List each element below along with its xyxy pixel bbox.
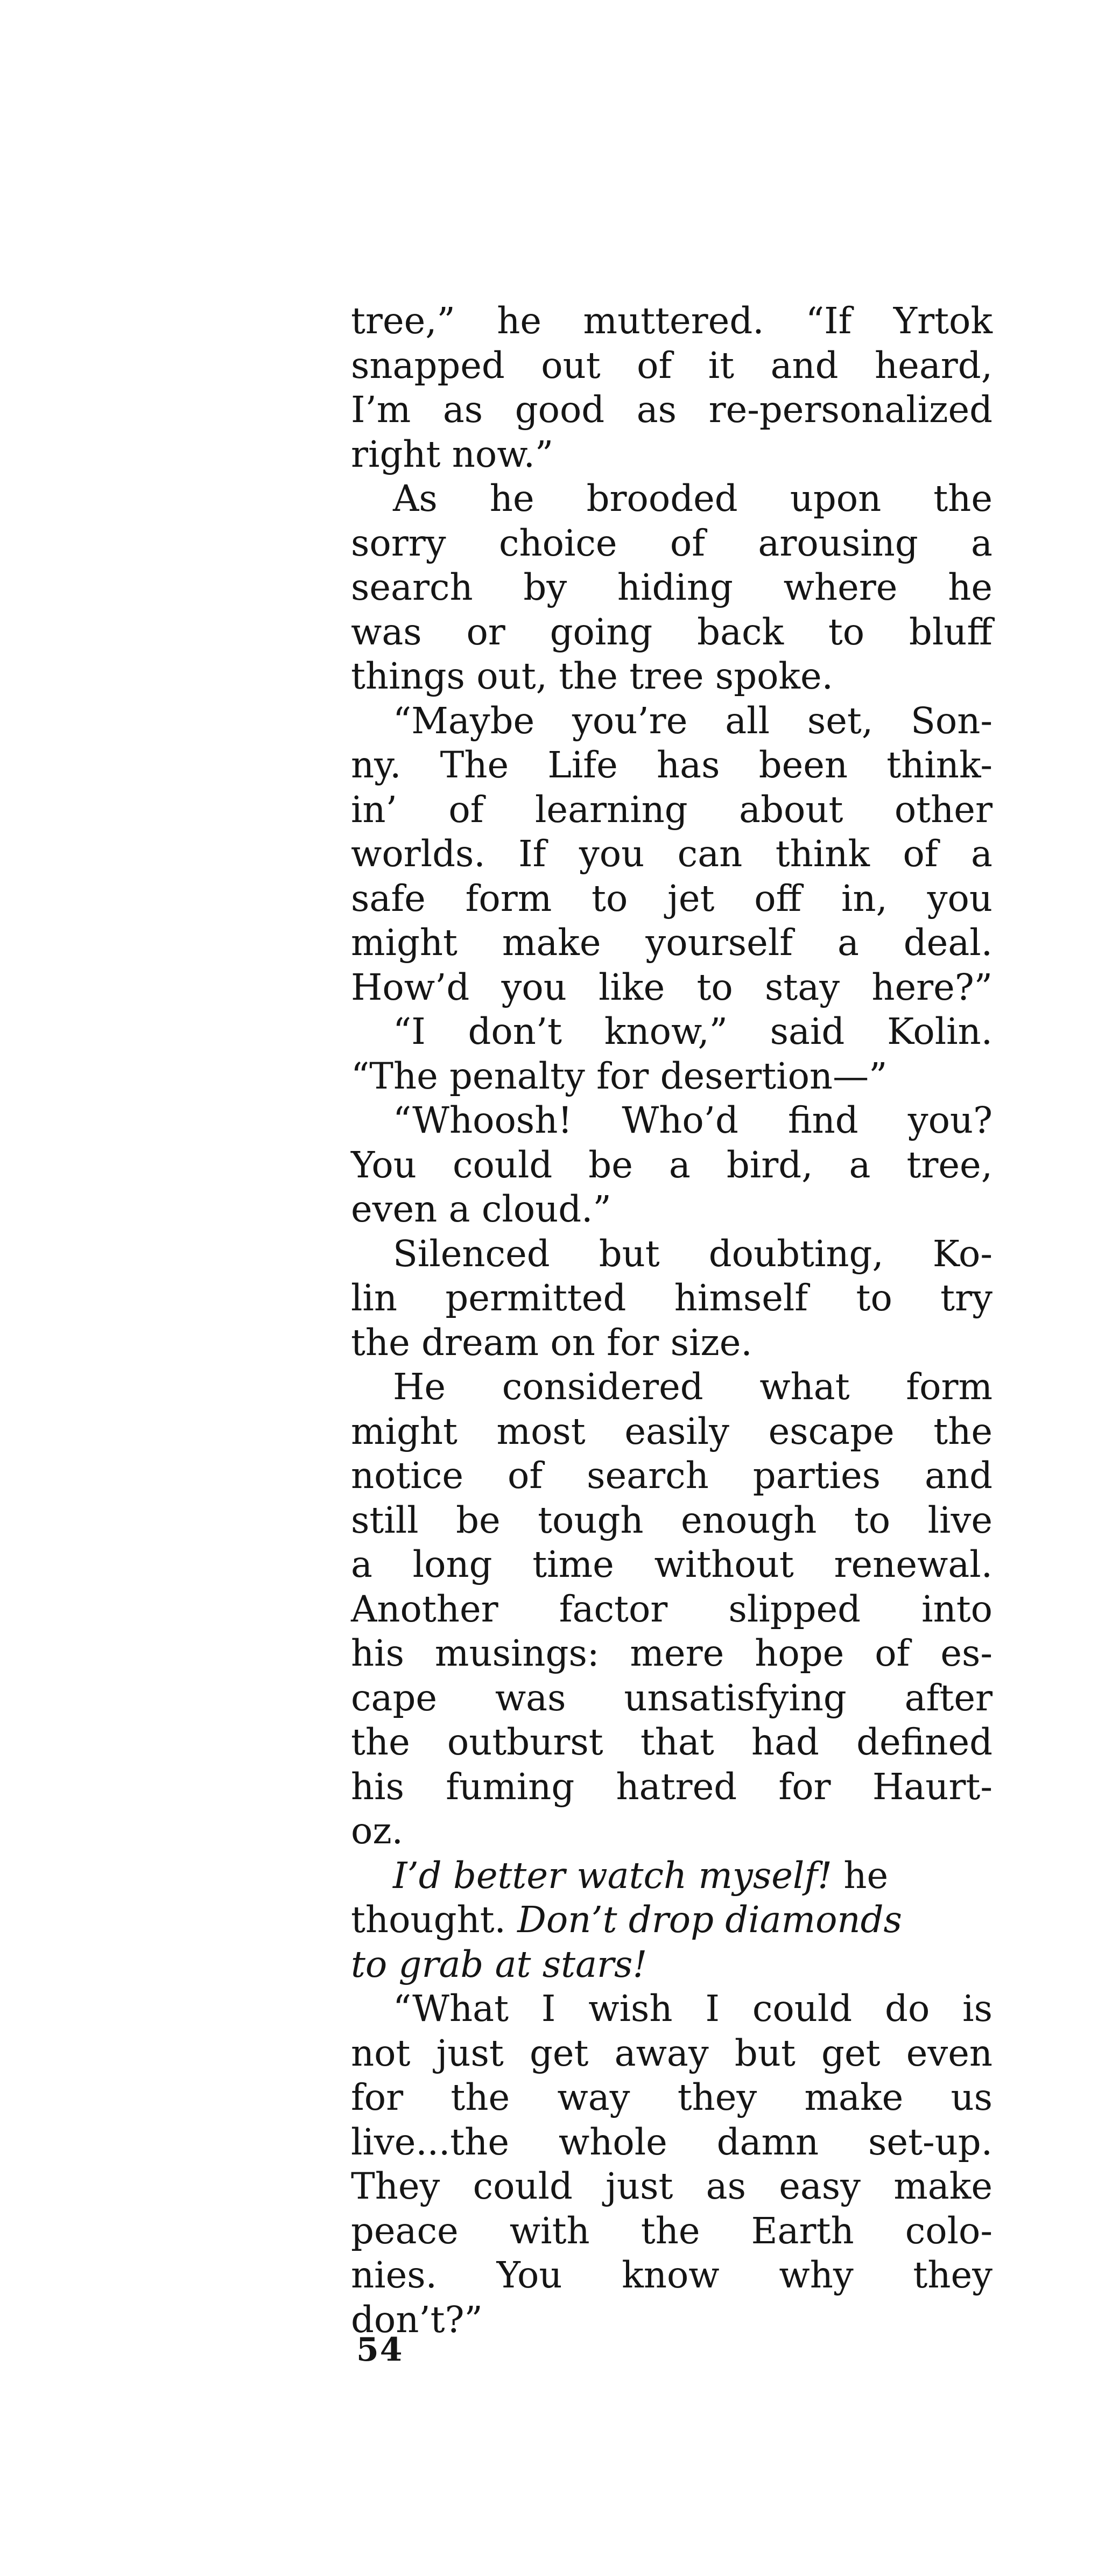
text-line-content: lin permitted himself to try <box>351 1277 993 1319</box>
text-line <box>351 699 993 743</box>
text-line <box>351 1631 993 1676</box>
text-line <box>351 1321 993 1365</box>
text-line-content: Another factor slipped into <box>351 1588 993 1630</box>
text-line <box>351 2120 993 2165</box>
text-line-content: not just get away but get even <box>351 2032 993 2074</box>
text-line-content: sorry choice of arousing a <box>351 522 993 564</box>
text-line-content: “I don’t know,” said Kolin. <box>393 1010 993 1052</box>
text-line <box>351 1987 993 2031</box>
text-line <box>351 788 993 832</box>
text-line <box>351 1454 993 1498</box>
page-number: 54 <box>356 2331 404 2369</box>
text-line <box>351 743 993 788</box>
text-line-content: ny. The Life has been think- <box>351 744 993 786</box>
text-line-content: How’d you like to stay here?” <box>351 966 993 1008</box>
text-line <box>351 921 993 965</box>
text-line <box>351 2209 993 2254</box>
text-line-content: don’t?” <box>351 2298 483 2341</box>
text-line-content: still be tough enough to live <box>351 1499 993 1541</box>
text-line-content: might make yourself a deal. <box>351 922 993 964</box>
text-line <box>351 876 993 921</box>
text-line-content: “What I wish I could do is <box>393 1988 993 2030</box>
text-line <box>351 2075 993 2120</box>
text-line-content: for the way they make us <box>351 2076 993 2118</box>
text-line-content: peace with the Earth colo- <box>351 2209 993 2252</box>
text-line-content: might most easily escape the <box>351 1410 993 1452</box>
text-line-content: in’ of learning about other <box>351 788 993 831</box>
text-line <box>351 565 993 610</box>
text-line <box>351 2164 993 2209</box>
text-line <box>351 1143 993 1188</box>
text-line-tail: Don’t drop diamonds <box>505 1899 902 1941</box>
text-line-content: You could be a bird, a tree, <box>351 1143 993 1186</box>
text-line-content: tree,” he muttered. “If Yrtok <box>351 300 993 342</box>
text-line <box>351 2031 993 2076</box>
text-line-content: snapped out of it and heard, <box>351 344 993 387</box>
text-line <box>351 965 993 1010</box>
text-line-content: As he brooded upon the <box>393 478 993 520</box>
text-line <box>351 1187 993 1232</box>
text-line-content: oz. <box>351 1810 403 1852</box>
text-line <box>351 610 993 655</box>
text-line-content: to grab at stars! <box>351 1943 648 1985</box>
text-line-content: a long time without renewal. <box>351 1543 993 1585</box>
text-line <box>351 476 993 521</box>
text-line <box>351 388 993 432</box>
text-line <box>351 1542 993 1587</box>
text-line <box>351 654 993 699</box>
text-line <box>351 1765 993 1809</box>
text-line <box>351 1009 993 1054</box>
text-line-content: even a cloud.” <box>351 1188 611 1230</box>
text-line-content: “Whoosh! Who’d find you? <box>393 1099 993 1141</box>
text-column <box>351 299 993 2342</box>
text-line <box>351 832 993 876</box>
text-line-content: I’m as good as re-personalized <box>351 389 993 431</box>
text-line-content: the dream on for size. <box>351 1321 752 1364</box>
text-line <box>351 2298 993 2342</box>
text-line <box>351 1232 993 1276</box>
text-line-content: He considered what form <box>393 1366 993 1408</box>
text-line-content: things out, the tree spoke. <box>351 655 833 697</box>
text-line <box>351 1898 993 1942</box>
text-line-content: search by hiding where he <box>351 566 993 608</box>
text-line-content: They could just as easy make <box>351 2165 993 2207</box>
text-line <box>351 1365 993 1409</box>
text-line <box>351 1098 993 1143</box>
text-line <box>351 2253 993 2298</box>
text-line <box>351 521 993 566</box>
text-line-content: Silenced but doubting, Ko- <box>393 1232 993 1275</box>
text-line-content: nies. You know why they <box>351 2254 993 2296</box>
text-line <box>351 1676 993 1721</box>
text-line <box>351 1587 993 1632</box>
text-line <box>351 432 993 477</box>
text-line-tail: he <box>832 1854 889 1897</box>
text-line-content: thought. <box>351 1899 506 1941</box>
body-text <box>351 299 993 2342</box>
text-line-content: his musings: mere hope of es- <box>351 1632 993 1674</box>
text-line <box>351 1276 993 1321</box>
text-line-content: was or going back to bluff <box>351 610 993 653</box>
text-line <box>351 1942 993 1987</box>
text-line-content: the outburst that had defined <box>351 1721 993 1763</box>
text-line <box>351 1498 993 1543</box>
text-line <box>351 1054 993 1099</box>
text-line <box>351 1409 993 1454</box>
text-line-content: “The penalty for desertion—” <box>351 1055 888 1097</box>
text-line <box>351 1854 993 1898</box>
text-line <box>351 343 993 388</box>
text-line-content: notice of search parties and <box>351 1455 993 1497</box>
text-line-content: I’d better watch myself! <box>393 1854 833 1897</box>
text-line-content: right now.” <box>351 433 554 475</box>
text-line <box>351 299 993 343</box>
text-line <box>351 1720 993 1765</box>
text-line <box>351 1809 993 1854</box>
text-line-content: his fuming hatred for Haurt- <box>351 1765 993 1808</box>
text-line-content: “Maybe you’re all set, Son- <box>393 699 993 742</box>
text-line-content: live...the whole damn set-up. <box>351 2121 993 2163</box>
text-line-content: worlds. If you can think of a <box>351 833 993 875</box>
text-line-content: cape was unsatisfying after <box>351 1676 993 1719</box>
text-line-content: safe form to jet off in, you <box>351 877 993 920</box>
